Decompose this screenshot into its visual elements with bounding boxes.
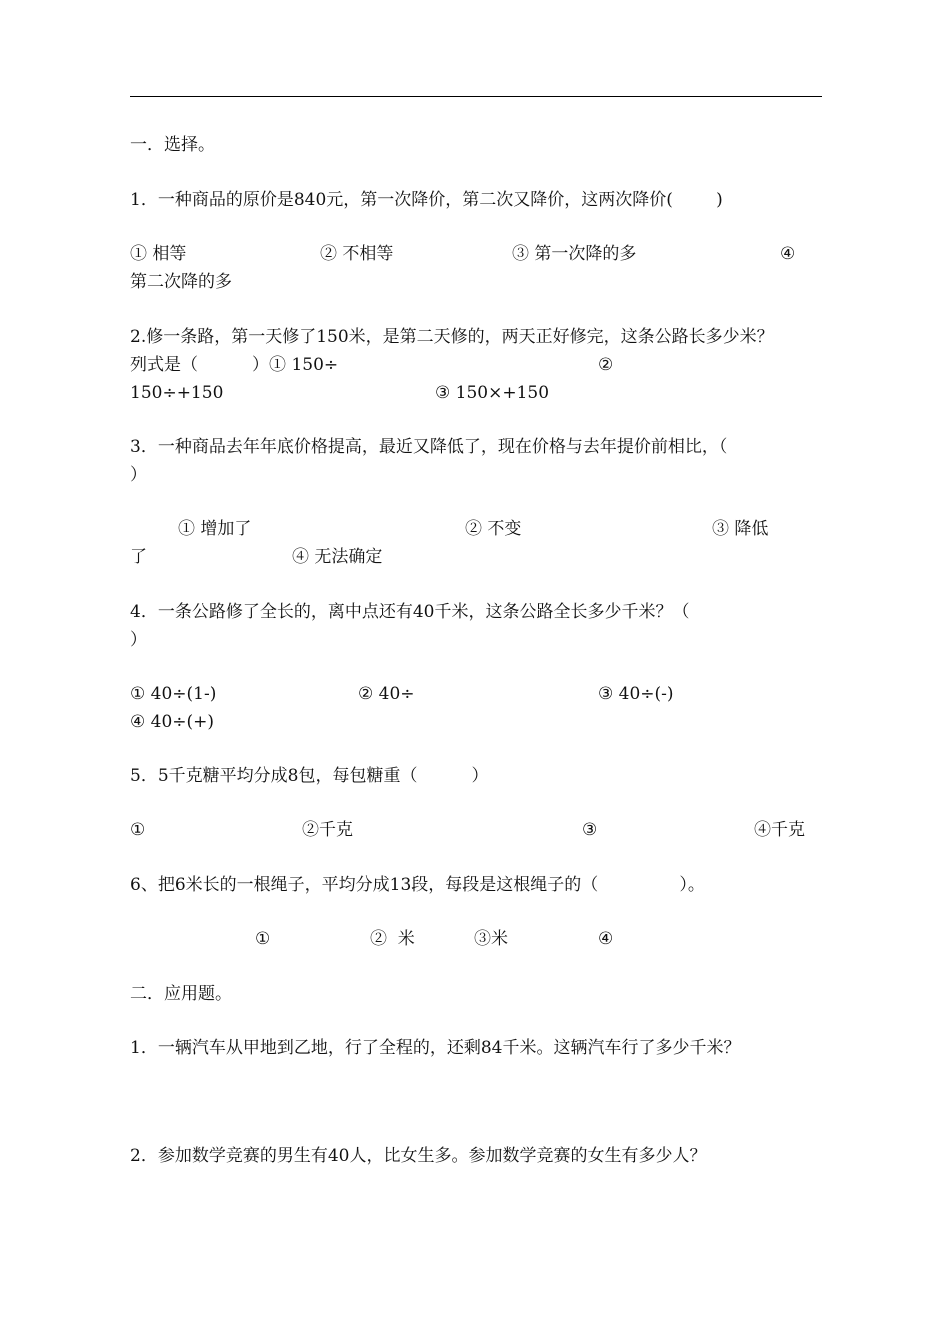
q2-option-3: ③ 150×+150	[435, 383, 550, 403]
q3-option-3: ③ 降低	[712, 519, 769, 539]
q6-option-4: ④	[598, 929, 614, 949]
q6-text: 6、把6米长的一根绳子，平均分成13段，每段是这根绳子的（ ）。	[130, 875, 705, 895]
q3-line1: 3．一种商品去年年底价格提高，最近又降低了，现在价格与去年提价前相比，（	[130, 437, 728, 457]
q3-line2: ）	[130, 465, 147, 485]
q1-option-4: ④	[780, 244, 796, 264]
header-rule	[130, 96, 822, 97]
q5-option-4: ④千克	[754, 820, 805, 840]
section1-title: 一．选择。	[130, 135, 215, 155]
q5-option-3: ③	[582, 820, 598, 840]
q2-line2a: 列式是（ ）① 150÷	[130, 355, 339, 375]
q3-option-3-wrap: 了	[130, 547, 147, 567]
q6-option-2: ② 米	[370, 929, 415, 949]
q3-option-1: ① 增加了	[178, 519, 252, 539]
q6-option-3: ③米	[474, 929, 508, 949]
q5-option-1: ①	[130, 820, 146, 840]
q5-text: 5．5千克糖平均分成8包，每包糖重（ ）	[130, 766, 489, 786]
q1-text: 1．一种商品的原价是840元，第一次降价，第二次又降价，这两次降价( )	[130, 190, 723, 210]
q4-line2: ）	[130, 630, 147, 650]
q4-option-2: ② 40÷	[358, 684, 415, 704]
q2-option-2: ②	[598, 355, 614, 375]
q1-option-2: ② 不相等	[320, 244, 394, 264]
q1-option-3: ③ 第一次降的多	[512, 244, 637, 264]
q2-line3a: 150÷+150	[130, 383, 224, 403]
section2-title: 二．应用题。	[130, 984, 232, 1004]
q4-line1: 4．一条公路修了全长的，离中点还有40千米，这条公路全长多少千米？（	[130, 602, 690, 622]
q3-option-2: ② 不变	[465, 519, 522, 539]
q1-option-4-text: 第二次降的多	[130, 272, 232, 292]
q4-option-1: ① 40÷(1-)	[130, 684, 217, 704]
q4-option-4: ④ 40÷(+)	[130, 712, 215, 732]
q5-option-2: ②千克	[302, 820, 353, 840]
app-q1: 1．一辆汽车从甲地到乙地，行了全程的，还剩84千米。这辆汽车行了多少千米？	[130, 1038, 741, 1058]
q3-option-4: ④ 无法确定	[292, 547, 383, 567]
app-q2: 2．参加数学竞赛的男生有40人，比女生多。参加数学竞赛的女生有多少人？	[130, 1146, 707, 1166]
q2-line1: 2.修一条路，第一天修了150米，是第二天修的，两天正好修完，这条公路长多少米？	[130, 327, 774, 347]
q1-option-1: ① 相等	[130, 244, 187, 264]
q6-option-1: ①	[255, 929, 271, 949]
q4-option-3: ③ 40÷(-)	[598, 684, 674, 704]
